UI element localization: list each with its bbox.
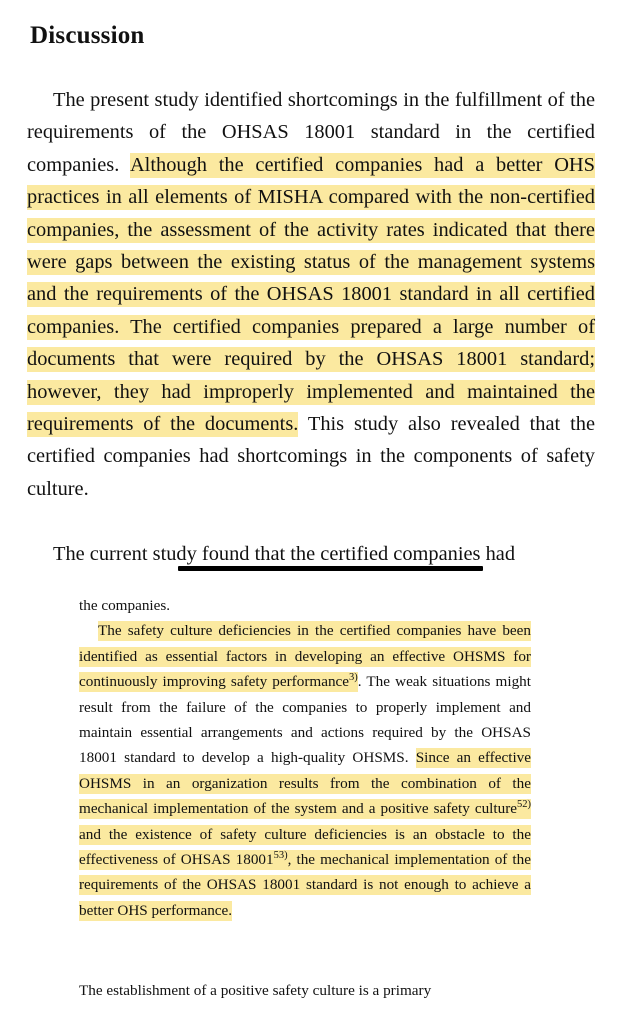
bottom-plain-text-1: . The weak situations might result from the failure of the companies to properly implement and maintain essential arrangements and actions required by the OHSAS 18001 standard to develop a high-quality OHSMS. [79, 673, 531, 767]
citation-ref-53: 53) [273, 850, 288, 861]
bottom-highlight-2-text-a: Since an effective OHSMS in an organization results from the combination of the mechanical implementation of the system and a positive safety culture [79, 749, 532, 818]
bottom-column-text [79, 593, 531, 923]
bottom-clipped-line: The establishment of a positive safety culture is a primary [79, 982, 432, 999]
bottom-highlight-2 [79, 748, 531, 920]
bottom-highlight-2-text-c: , the mechanical implementation of the requirements of the OHSAS 18001 standard is not enough to achieve a better OHS performance. [79, 851, 531, 919]
partial-line-top: the companies. [79, 597, 171, 614]
bottom-highlight-2-text-b: and the existence of safety culture deficiencies is an obstacle to the effectiveness of OHSAS 18001 [79, 825, 531, 869]
page-title: Discussion [30, 22, 145, 49]
document-bottom-section [0, 580, 621, 1024]
citation-ref-3: 3) [349, 672, 358, 684]
paragraph-1-highlighted-text: Although the certified companies had a better OHS practices in all elements of MISHA compared with the non-certified companies, the assessment of the activity rates indicated that there were gaps between the existing status of the management systems and the requirements of the OHSAS 18001 standard in all certified companies. The certified companies prepared a large number of documents that were required by the OHSAS 18001 standard; however, they had improperly implemented and maintained the requirements of the documents. [27, 153, 595, 436]
paragraph-1-text-after-highlight: This study also revealed that the certified companies had shortcomings in the components of safety culture. [27, 413, 595, 500]
section-divider-mark [178, 566, 483, 571]
discussion-paragraph-1 [27, 84, 595, 505]
citation-ref-52: 52) [517, 799, 531, 811]
bottom-highlight-1-text: The safety culture deficiencies in the certified companies have been identified as essential factors in developing an effective OHSMS for continuously improving safety performance [79, 622, 531, 691]
bottom-paragraph-1 [79, 618, 531, 923]
paragraph-1-text-before-highlight: The present study identified shortcomings in the fulfillment of the requirements of the OHSAS 18001 standard in the certified companies. [27, 89, 595, 176]
paragraph-2-clipped-line: The current study found that the certified companies had [53, 543, 516, 565]
